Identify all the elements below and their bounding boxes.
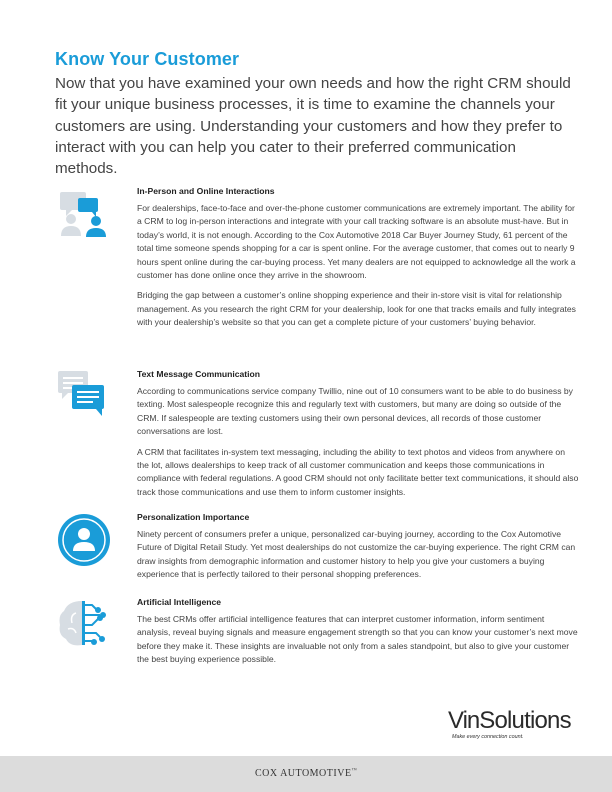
trademark: ™ (351, 768, 357, 774)
logo-tagline: Make every connection count. (452, 734, 524, 740)
cox-automotive-logo (0, 768, 612, 779)
people-chat-icon (56, 186, 112, 242)
logo-solutions: Solutions (479, 707, 571, 734)
section-paragraph: A CRM that facilitates in-system text messaging, including the ability to text photos and videos from anywhere on the lot, allows dealerships to keep track of all customer communication and keeps those communications in compliance with federal regulations. A good CRM should not only facilitate better text communications, it should also track those communications and use them to inform customer insights. (137, 446, 579, 497)
ai-brain-icon (56, 597, 112, 653)
footer-brand-text: COX AUTOMOTIVE (255, 768, 352, 779)
section-heading: Text Message Communication (137, 369, 261, 379)
section-paragraph: Ninety percent of consumers prefer a unique, personalized car-buying journey, according to the Cox Automotive Future of Digital Retail Study. Yet most dealerships do not customize the car-buying experience. The right CRM can draw insights from demographic information and customer history to help you give your customers a buying experience that is perfectly tailored to their personal shopping preferences. (137, 529, 576, 580)
section-paragraph: The best CRMs offer artificial intelligence features that can interpret customer information, inform sentiment analysis, reveal buying signals and measure engagement strength so that you can know your customer’s next move before they make it. These insights are invaluable not only from a sales standpoint, but also to give your customer the best buying experience possible. (137, 614, 578, 665)
section-paragraph: According to communications service company Twillio, nine out of 10 consumers want to be able to do business by texting. Most salespeople recognize this and regularly text with customers, but many are doing so outside of the CRM. If salespeople are texting customers using their own personal devices, all records of those customer conversations are lost. (137, 386, 573, 437)
intro-paragraph: Now that you have examined your own needs and how the right CRM should fit your unique business processes, it is time to examine the channels your customers are using. Understanding your customers and how they prefer to interact with you can help you cater to their preferred communication methods. (55, 75, 571, 178)
section-heading: Personalization Importance (137, 512, 250, 522)
section-paragraph: For dealerships, face-to-face and over-the-phone customer communications are extremely important. The ability for a CRM to log in-person interactions and integrate with your call tracking software is an absolute must-have. But in today’s world, it is not enough. According to the Cox Automotive 2018 Car Buyer Journey Study, 61 percent of the total time someone spends shopping for a car is spent online. For the average customer, that comes out to nearly 9 hours spent online during the car-buying process. Yet many dealers are not equipped to acknowledge all the work a customer has done online once they arrive in the showroom. (137, 203, 576, 281)
chat-bubbles-icon (56, 369, 112, 425)
page-title: Know Your Customer (55, 49, 240, 69)
section-heading: Artificial Intelligence (137, 597, 222, 607)
person-badge-icon (56, 512, 112, 568)
footer-bar (0, 756, 612, 792)
logo-vin: Vin (448, 707, 480, 734)
section-paragraph: Bridging the gap between a customer’s online shopping experience and their in-store visit is vital for relationship management. As you research the right CRM for your dealership, look for one that tracks emails and fully integrates with your dealership’s website so that you can get a complete picture of your customers’ buying behavior. (137, 290, 576, 328)
vinsolutions-logo (448, 707, 571, 744)
section-heading: In-Person and Online Interactions (137, 186, 275, 196)
